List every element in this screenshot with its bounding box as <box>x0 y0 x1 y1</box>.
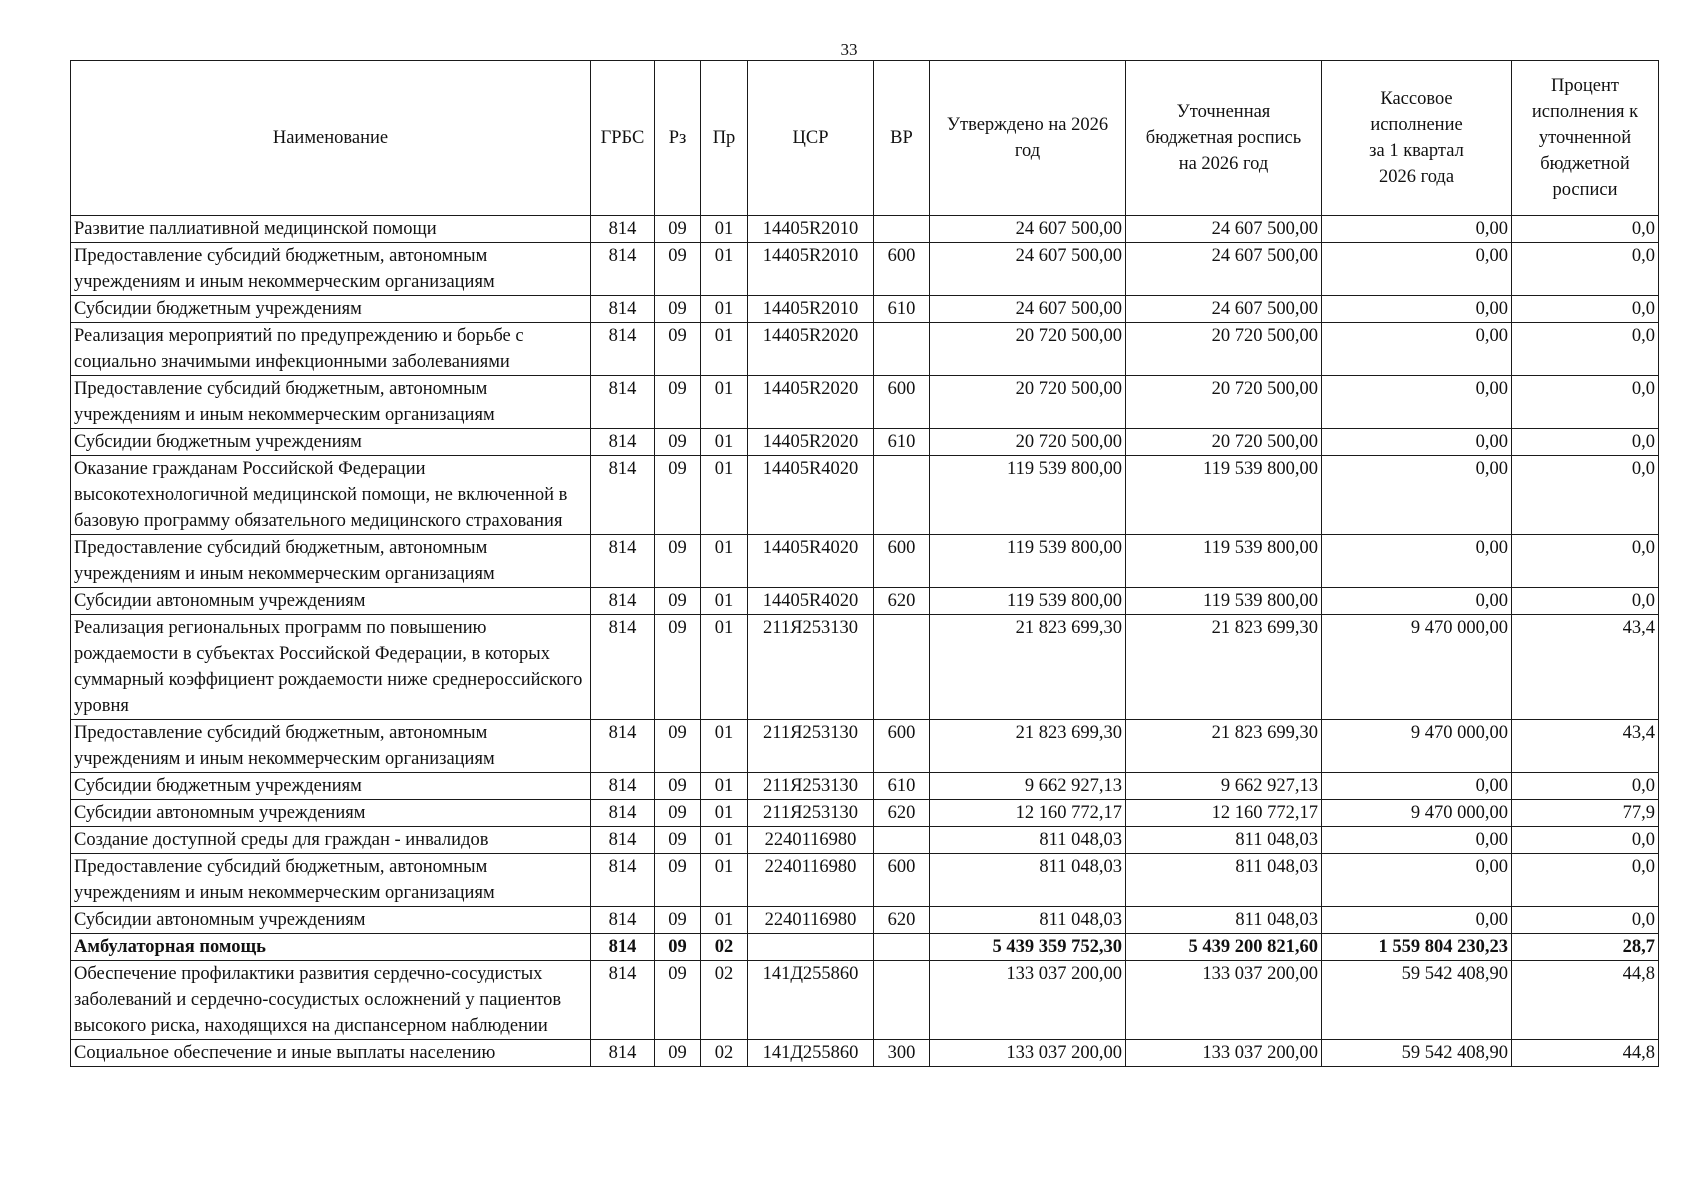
cell-percent: 0,0 <box>1512 456 1659 535</box>
cell-csr: 14405R4020 <box>748 535 874 588</box>
cell-approved: 9 662 927,13 <box>930 773 1126 800</box>
cell-name: Предоставление субсидий бюджетным, автономным учреждениям и иным некоммерческим организациям <box>71 243 591 296</box>
cell-refined: 811 048,03 <box>1126 827 1322 854</box>
cell-name: Субсидии автономным учреждениям <box>71 800 591 827</box>
cell-approved: 811 048,03 <box>930 907 1126 934</box>
cell-vr: 610 <box>874 296 930 323</box>
cell-approved: 5 439 359 752,30 <box>930 934 1126 961</box>
cell-refined: 5 439 200 821,60 <box>1126 934 1322 961</box>
cell-name: Субсидии бюджетным учреждениям <box>71 429 591 456</box>
table-row <box>71 535 1659 588</box>
cell-grbs: 814 <box>591 376 655 429</box>
cell-csr <box>748 934 874 961</box>
cell-name: Субсидии автономным учреждениям <box>71 588 591 615</box>
table-row <box>71 323 1659 376</box>
cell-percent: 0,0 <box>1512 216 1659 243</box>
cell-grbs: 814 <box>591 216 655 243</box>
cell-refined: 24 607 500,00 <box>1126 243 1322 296</box>
page-number: 33 <box>840 40 858 59</box>
cell-rz: 09 <box>655 1040 701 1067</box>
cell-refined: 20 720 500,00 <box>1126 323 1322 376</box>
cell-percent: 0,0 <box>1512 588 1659 615</box>
cell-name: Предоставление субсидий бюджетным, автономным учреждениям и иным некоммерческим организациям <box>71 376 591 429</box>
cell-approved: 20 720 500,00 <box>930 323 1126 376</box>
cell-vr: 600 <box>874 720 930 773</box>
cell-pr: 02 <box>701 1040 748 1067</box>
cell-approved: 21 823 699,30 <box>930 720 1126 773</box>
cell-refined: 119 539 800,00 <box>1126 588 1322 615</box>
cell-percent: 0,0 <box>1512 907 1659 934</box>
cell-rz: 09 <box>655 827 701 854</box>
cell-name: Развитие паллиативной медицинской помощи <box>71 216 591 243</box>
cell-csr: 211Я253130 <box>748 720 874 773</box>
cell-csr: 14405R2020 <box>748 323 874 376</box>
cell-grbs: 814 <box>591 1040 655 1067</box>
cell-percent: 44,8 <box>1512 1040 1659 1067</box>
cell-refined: 119 539 800,00 <box>1126 535 1322 588</box>
cell-name: Реализация мероприятий по предупреждению и борьбе с социально значимыми инфекционными заболеваниями <box>71 323 591 376</box>
table-body <box>71 216 1659 1067</box>
cell-cash: 0,00 <box>1322 429 1512 456</box>
cell-csr: 14405R4020 <box>748 456 874 535</box>
cell-cash: 0,00 <box>1322 907 1512 934</box>
cell-approved: 133 037 200,00 <box>930 961 1126 1040</box>
cell-pr: 02 <box>701 934 748 961</box>
cell-csr: 14405R2010 <box>748 296 874 323</box>
cell-vr: 620 <box>874 588 930 615</box>
header-vr: ВР <box>874 61 930 216</box>
cell-pr: 01 <box>701 429 748 456</box>
cell-pr: 02 <box>701 961 748 1040</box>
cell-approved: 133 037 200,00 <box>930 1040 1126 1067</box>
cell-csr: 2240116980 <box>748 854 874 907</box>
cell-csr: 2240116980 <box>748 907 874 934</box>
cell-grbs: 814 <box>591 854 655 907</box>
cell-csr: 14405R2020 <box>748 376 874 429</box>
cell-name: Предоставление субсидий бюджетным, автономным учреждениям и иным некоммерческим организациям <box>71 720 591 773</box>
cell-approved: 20 720 500,00 <box>930 376 1126 429</box>
cell-percent: 0,0 <box>1512 535 1659 588</box>
cell-cash: 0,00 <box>1322 456 1512 535</box>
cell-cash: 0,00 <box>1322 296 1512 323</box>
cell-vr <box>874 961 930 1040</box>
cell-csr: 14405R2010 <box>748 216 874 243</box>
cell-percent: 0,0 <box>1512 827 1659 854</box>
cell-rz: 09 <box>655 961 701 1040</box>
table-row <box>71 773 1659 800</box>
cell-name: Создание доступной среды для граждан - инвалидов <box>71 827 591 854</box>
table-row <box>71 456 1659 535</box>
cell-cash: 0,00 <box>1322 854 1512 907</box>
cell-percent: 0,0 <box>1512 376 1659 429</box>
cell-cash: 0,00 <box>1322 773 1512 800</box>
cell-percent: 0,0 <box>1512 429 1659 456</box>
cell-name: Социальное обеспечение и иные выплаты населению <box>71 1040 591 1067</box>
cell-pr: 01 <box>701 827 748 854</box>
table-row <box>71 615 1659 720</box>
table-row <box>71 934 1659 961</box>
cell-cash: 0,00 <box>1322 323 1512 376</box>
cell-csr: 14405R2010 <box>748 243 874 296</box>
cell-grbs: 814 <box>591 296 655 323</box>
cell-name: Предоставление субсидий бюджетным, автономным учреждениям и иным некоммерческим организациям <box>71 854 591 907</box>
cell-grbs: 814 <box>591 456 655 535</box>
table-row <box>71 429 1659 456</box>
cell-grbs: 814 <box>591 429 655 456</box>
cell-percent: 0,0 <box>1512 243 1659 296</box>
table-row <box>71 827 1659 854</box>
cell-percent: 77,9 <box>1512 800 1659 827</box>
header-csr: ЦСР <box>748 61 874 216</box>
cell-percent: 43,4 <box>1512 720 1659 773</box>
cell-pr: 01 <box>701 535 748 588</box>
cell-pr: 01 <box>701 800 748 827</box>
cell-percent: 43,4 <box>1512 615 1659 720</box>
cell-rz: 09 <box>655 216 701 243</box>
table-header-row <box>71 61 1659 216</box>
cell-rz: 09 <box>655 535 701 588</box>
cell-rz: 09 <box>655 800 701 827</box>
cell-grbs: 814 <box>591 535 655 588</box>
cell-grbs: 814 <box>591 720 655 773</box>
cell-percent: 28,7 <box>1512 934 1659 961</box>
cell-rz: 09 <box>655 376 701 429</box>
budget-execution-table <box>70 60 1659 1067</box>
cell-cash: 0,00 <box>1322 216 1512 243</box>
cell-vr <box>874 456 930 535</box>
cell-vr <box>874 323 930 376</box>
cell-vr: 600 <box>874 243 930 296</box>
cell-cash: 0,00 <box>1322 588 1512 615</box>
cell-name: Субсидии бюджетным учреждениям <box>71 296 591 323</box>
cell-grbs: 814 <box>591 323 655 376</box>
cell-csr: 141Д255860 <box>748 961 874 1040</box>
cell-approved: 21 823 699,30 <box>930 615 1126 720</box>
cell-percent: 44,8 <box>1512 961 1659 1040</box>
cell-vr <box>874 827 930 854</box>
cell-approved: 811 048,03 <box>930 854 1126 907</box>
cell-vr: 620 <box>874 907 930 934</box>
cell-cash: 59 542 408,90 <box>1322 961 1512 1040</box>
cell-name: Субсидии бюджетным учреждениям <box>71 773 591 800</box>
cell-vr <box>874 615 930 720</box>
cell-percent: 0,0 <box>1512 854 1659 907</box>
cell-rz: 09 <box>655 243 701 296</box>
cell-name: Субсидии автономным учреждениям <box>71 907 591 934</box>
cell-name: Реализация региональных программ по повышению рождаемости в субъектах Российской Федерации, в которых суммарный коэффициент рождаемости ниже среднероссийского уровня <box>71 615 591 720</box>
header-cash: Кассовое исполнение за 1 квартал 2026 года <box>1322 61 1512 216</box>
cell-rz: 09 <box>655 720 701 773</box>
cell-approved: 12 160 772,17 <box>930 800 1126 827</box>
cell-vr: 600 <box>874 376 930 429</box>
cell-csr: 211Я253130 <box>748 773 874 800</box>
cell-grbs: 814 <box>591 773 655 800</box>
cell-vr: 300 <box>874 1040 930 1067</box>
cell-pr: 01 <box>701 615 748 720</box>
cell-cash: 0,00 <box>1322 376 1512 429</box>
cell-refined: 20 720 500,00 <box>1126 376 1322 429</box>
cell-refined: 24 607 500,00 <box>1126 216 1322 243</box>
cell-pr: 01 <box>701 588 748 615</box>
cell-rz: 09 <box>655 323 701 376</box>
cell-grbs: 814 <box>591 800 655 827</box>
cell-rz: 09 <box>655 429 701 456</box>
cell-percent: 0,0 <box>1512 773 1659 800</box>
table-row <box>71 243 1659 296</box>
header-rz: Рз <box>655 61 701 216</box>
cell-rz: 09 <box>655 456 701 535</box>
cell-cash: 0,00 <box>1322 243 1512 296</box>
cell-grbs: 814 <box>591 934 655 961</box>
cell-cash: 9 470 000,00 <box>1322 720 1512 773</box>
cell-refined: 811 048,03 <box>1126 854 1322 907</box>
cell-cash: 9 470 000,00 <box>1322 615 1512 720</box>
table-row <box>71 376 1659 429</box>
cell-csr: 14405R2020 <box>748 429 874 456</box>
cell-vr: 610 <box>874 429 930 456</box>
header-name: Наименование <box>71 61 591 216</box>
cell-csr: 211Я253130 <box>748 800 874 827</box>
cell-refined: 9 662 927,13 <box>1126 773 1322 800</box>
cell-vr <box>874 216 930 243</box>
table-row <box>71 1040 1659 1067</box>
table-row <box>71 720 1659 773</box>
cell-cash: 0,00 <box>1322 535 1512 588</box>
header-pr: Пр <box>701 61 748 216</box>
cell-vr <box>874 934 930 961</box>
cell-grbs: 814 <box>591 907 655 934</box>
cell-approved: 119 539 800,00 <box>930 456 1126 535</box>
cell-percent: 0,0 <box>1512 323 1659 376</box>
cell-name: Амбулаторная помощь <box>71 934 591 961</box>
cell-percent: 0,0 <box>1512 296 1659 323</box>
cell-cash: 0,00 <box>1322 827 1512 854</box>
cell-vr: 600 <box>874 854 930 907</box>
cell-grbs: 814 <box>591 827 655 854</box>
header-approved: Утверждено на 2026 год <box>930 61 1126 216</box>
header-grbs: ГРБС <box>591 61 655 216</box>
cell-pr: 01 <box>701 216 748 243</box>
table-row <box>71 961 1659 1040</box>
cell-grbs: 814 <box>591 961 655 1040</box>
cell-rz: 09 <box>655 588 701 615</box>
cell-approved: 20 720 500,00 <box>930 429 1126 456</box>
cell-csr: 14405R4020 <box>748 588 874 615</box>
table-row <box>71 216 1659 243</box>
cell-pr: 01 <box>701 323 748 376</box>
cell-approved: 119 539 800,00 <box>930 588 1126 615</box>
cell-approved: 24 607 500,00 <box>930 216 1126 243</box>
cell-rz: 09 <box>655 773 701 800</box>
cell-refined: 20 720 500,00 <box>1126 429 1322 456</box>
cell-name: Обеспечение профилактики развития сердечно-сосудистых заболеваний и сердечно-сосудистых осложнений у пациентов высокого риска, находящихся на диспансерном наблюдении <box>71 961 591 1040</box>
cell-grbs: 814 <box>591 243 655 296</box>
cell-name: Предоставление субсидий бюджетным, автономным учреждениям и иным некоммерческим организациям <box>71 535 591 588</box>
cell-refined: 21 823 699,30 <box>1126 720 1322 773</box>
cell-pr: 01 <box>701 376 748 429</box>
cell-pr: 01 <box>701 243 748 296</box>
cell-name: Оказание гражданам Российской Федерации высокотехнологичной медицинской помощи, не включенной в базовую программу обязательного медицинского страхования <box>71 456 591 535</box>
cell-cash: 9 470 000,00 <box>1322 800 1512 827</box>
cell-refined: 119 539 800,00 <box>1126 456 1322 535</box>
table-row <box>71 296 1659 323</box>
table-row <box>71 907 1659 934</box>
cell-csr: 141Д255860 <box>748 1040 874 1067</box>
cell-rz: 09 <box>655 934 701 961</box>
cell-vr: 620 <box>874 800 930 827</box>
cell-refined: 21 823 699,30 <box>1126 615 1322 720</box>
cell-rz: 09 <box>655 615 701 720</box>
cell-refined: 811 048,03 <box>1126 907 1322 934</box>
cell-refined: 133 037 200,00 <box>1126 1040 1322 1067</box>
header-percent: Процент исполнения к уточненной бюджетной росписи <box>1512 61 1659 216</box>
cell-cash: 1 559 804 230,23 <box>1322 934 1512 961</box>
cell-pr: 01 <box>701 456 748 535</box>
cell-refined: 24 607 500,00 <box>1126 296 1322 323</box>
cell-pr: 01 <box>701 773 748 800</box>
cell-approved: 24 607 500,00 <box>930 243 1126 296</box>
cell-pr: 01 <box>701 907 748 934</box>
cell-csr: 2240116980 <box>748 827 874 854</box>
cell-refined: 133 037 200,00 <box>1126 961 1322 1040</box>
cell-pr: 01 <box>701 854 748 907</box>
cell-approved: 24 607 500,00 <box>930 296 1126 323</box>
cell-rz: 09 <box>655 854 701 907</box>
table-row <box>71 854 1659 907</box>
cell-approved: 811 048,03 <box>930 827 1126 854</box>
cell-cash: 59 542 408,90 <box>1322 1040 1512 1067</box>
cell-pr: 01 <box>701 720 748 773</box>
header-refined: Уточненная бюджетная роспись на 2026 год <box>1126 61 1322 216</box>
cell-vr: 600 <box>874 535 930 588</box>
cell-vr: 610 <box>874 773 930 800</box>
table-row <box>71 588 1659 615</box>
cell-grbs: 814 <box>591 588 655 615</box>
cell-rz: 09 <box>655 907 701 934</box>
table-row <box>71 800 1659 827</box>
cell-pr: 01 <box>701 296 748 323</box>
cell-grbs: 814 <box>591 615 655 720</box>
cell-approved: 119 539 800,00 <box>930 535 1126 588</box>
cell-refined: 12 160 772,17 <box>1126 800 1322 827</box>
cell-csr: 211Я253130 <box>748 615 874 720</box>
cell-rz: 09 <box>655 296 701 323</box>
